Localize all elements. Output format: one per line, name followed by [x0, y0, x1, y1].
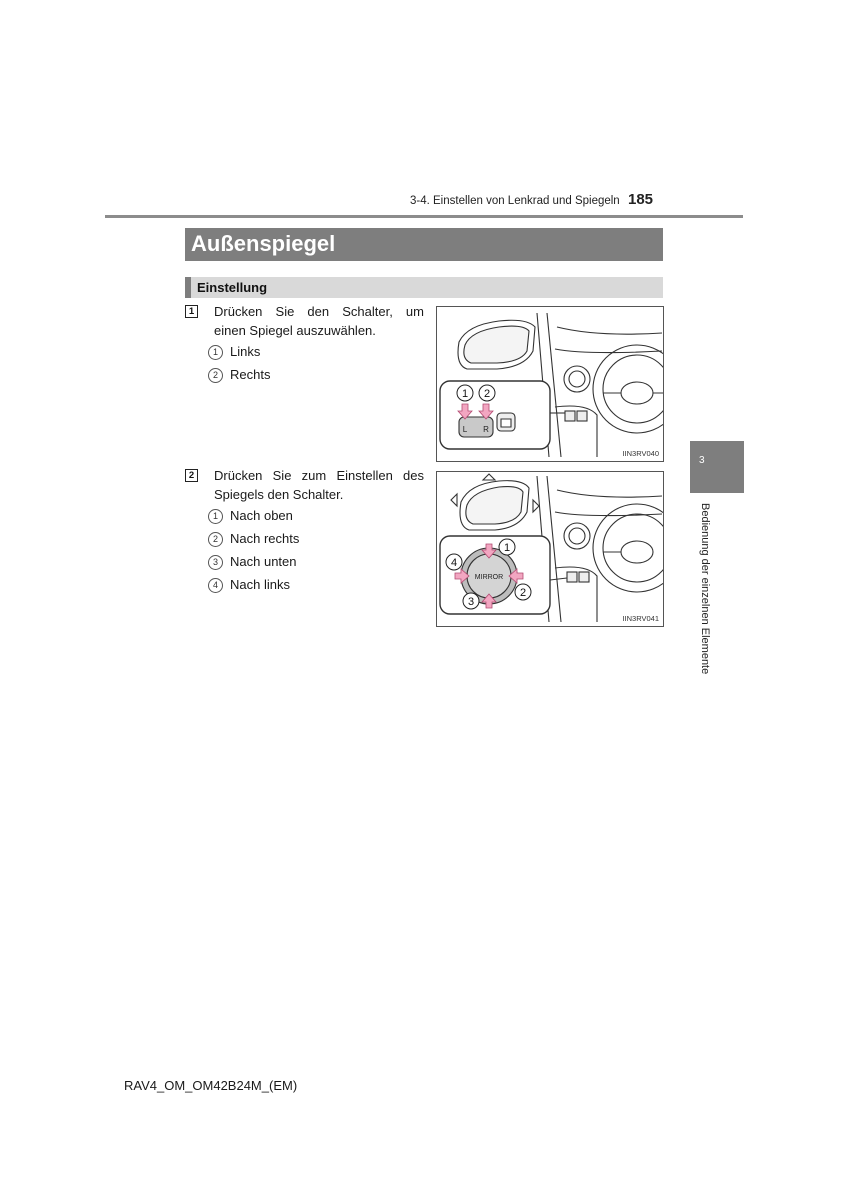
- header-rule: [105, 215, 743, 218]
- callout-number: 4: [450, 557, 458, 569]
- switch-label-right: R: [483, 425, 489, 434]
- circled-number: 1: [208, 345, 223, 360]
- figure-1-illustration: [437, 307, 663, 461]
- item-label: Nach rechts: [230, 531, 300, 546]
- figure-2-callout-4: [446, 554, 462, 570]
- callout-number: 2: [519, 587, 527, 599]
- figure-2-callout-2: [515, 584, 531, 600]
- circled-number: 1: [208, 509, 223, 524]
- step-2-line-1: Drücken Sie zum Einstellen des: [214, 468, 424, 483]
- item-label: Nach oben: [230, 508, 293, 523]
- figure-2-callout-3: [463, 593, 479, 609]
- item-label: Rechts: [230, 367, 271, 382]
- running-header-section: 3-4. Einstellen von Lenkrad und Spiegeln: [410, 195, 620, 207]
- callout-number: 1: [461, 388, 469, 400]
- step-1-number-box: 1: [185, 305, 198, 318]
- step-1-line-2: einen Spiegel auszuwählen.: [214, 323, 376, 338]
- item-label: Nach unten: [230, 554, 297, 569]
- figure-1-callout-1: [457, 385, 473, 401]
- figure-2-code: IIN3RV041: [622, 614, 659, 623]
- chapter-tab-label: Bedienung der einzelnen Elemente: [699, 503, 711, 675]
- callout-number: 3: [467, 596, 475, 608]
- subheading: Einstellung: [197, 280, 268, 295]
- chapter-tab-number: 3: [699, 455, 705, 466]
- callout-number: 1: [503, 542, 511, 554]
- figure-2-illustration: [437, 472, 663, 626]
- circled-number: 4: [208, 578, 223, 593]
- footer-doc-code: RAV4_OM_OM42B24M_(EM): [124, 1078, 298, 1093]
- mirror-switch-label: MIRROR: [474, 574, 504, 581]
- subheading-accent-bar: [185, 277, 191, 298]
- step-1-text: [214, 302, 424, 340]
- page-number: 185: [628, 191, 654, 208]
- figure-2-callout-1: [499, 539, 515, 555]
- step-2-line-2: Spiegels den Schalter.: [214, 487, 344, 502]
- circled-number: 2: [208, 532, 223, 547]
- item-label: Nach links: [230, 577, 290, 592]
- switch-label-left: L: [462, 425, 468, 434]
- circled-number: 2: [208, 368, 223, 383]
- step-1-line-1: Drücken Sie den Schalter, um: [214, 304, 424, 319]
- item-label: Links: [230, 344, 261, 359]
- figure-1-callout-2: [479, 385, 495, 401]
- circled-number: 3: [208, 555, 223, 570]
- chapter-tab: [690, 441, 744, 493]
- page-title: Außenspiegel: [191, 231, 336, 256]
- figure-1-mirror-select: [436, 306, 664, 462]
- figure-2-mirror-adjust: [436, 471, 664, 627]
- step-2-text: [214, 466, 424, 504]
- callout-number: 2: [483, 388, 491, 400]
- figure-1-code: IIN3RV040: [622, 449, 659, 458]
- step-2-number-box: 2: [185, 469, 198, 482]
